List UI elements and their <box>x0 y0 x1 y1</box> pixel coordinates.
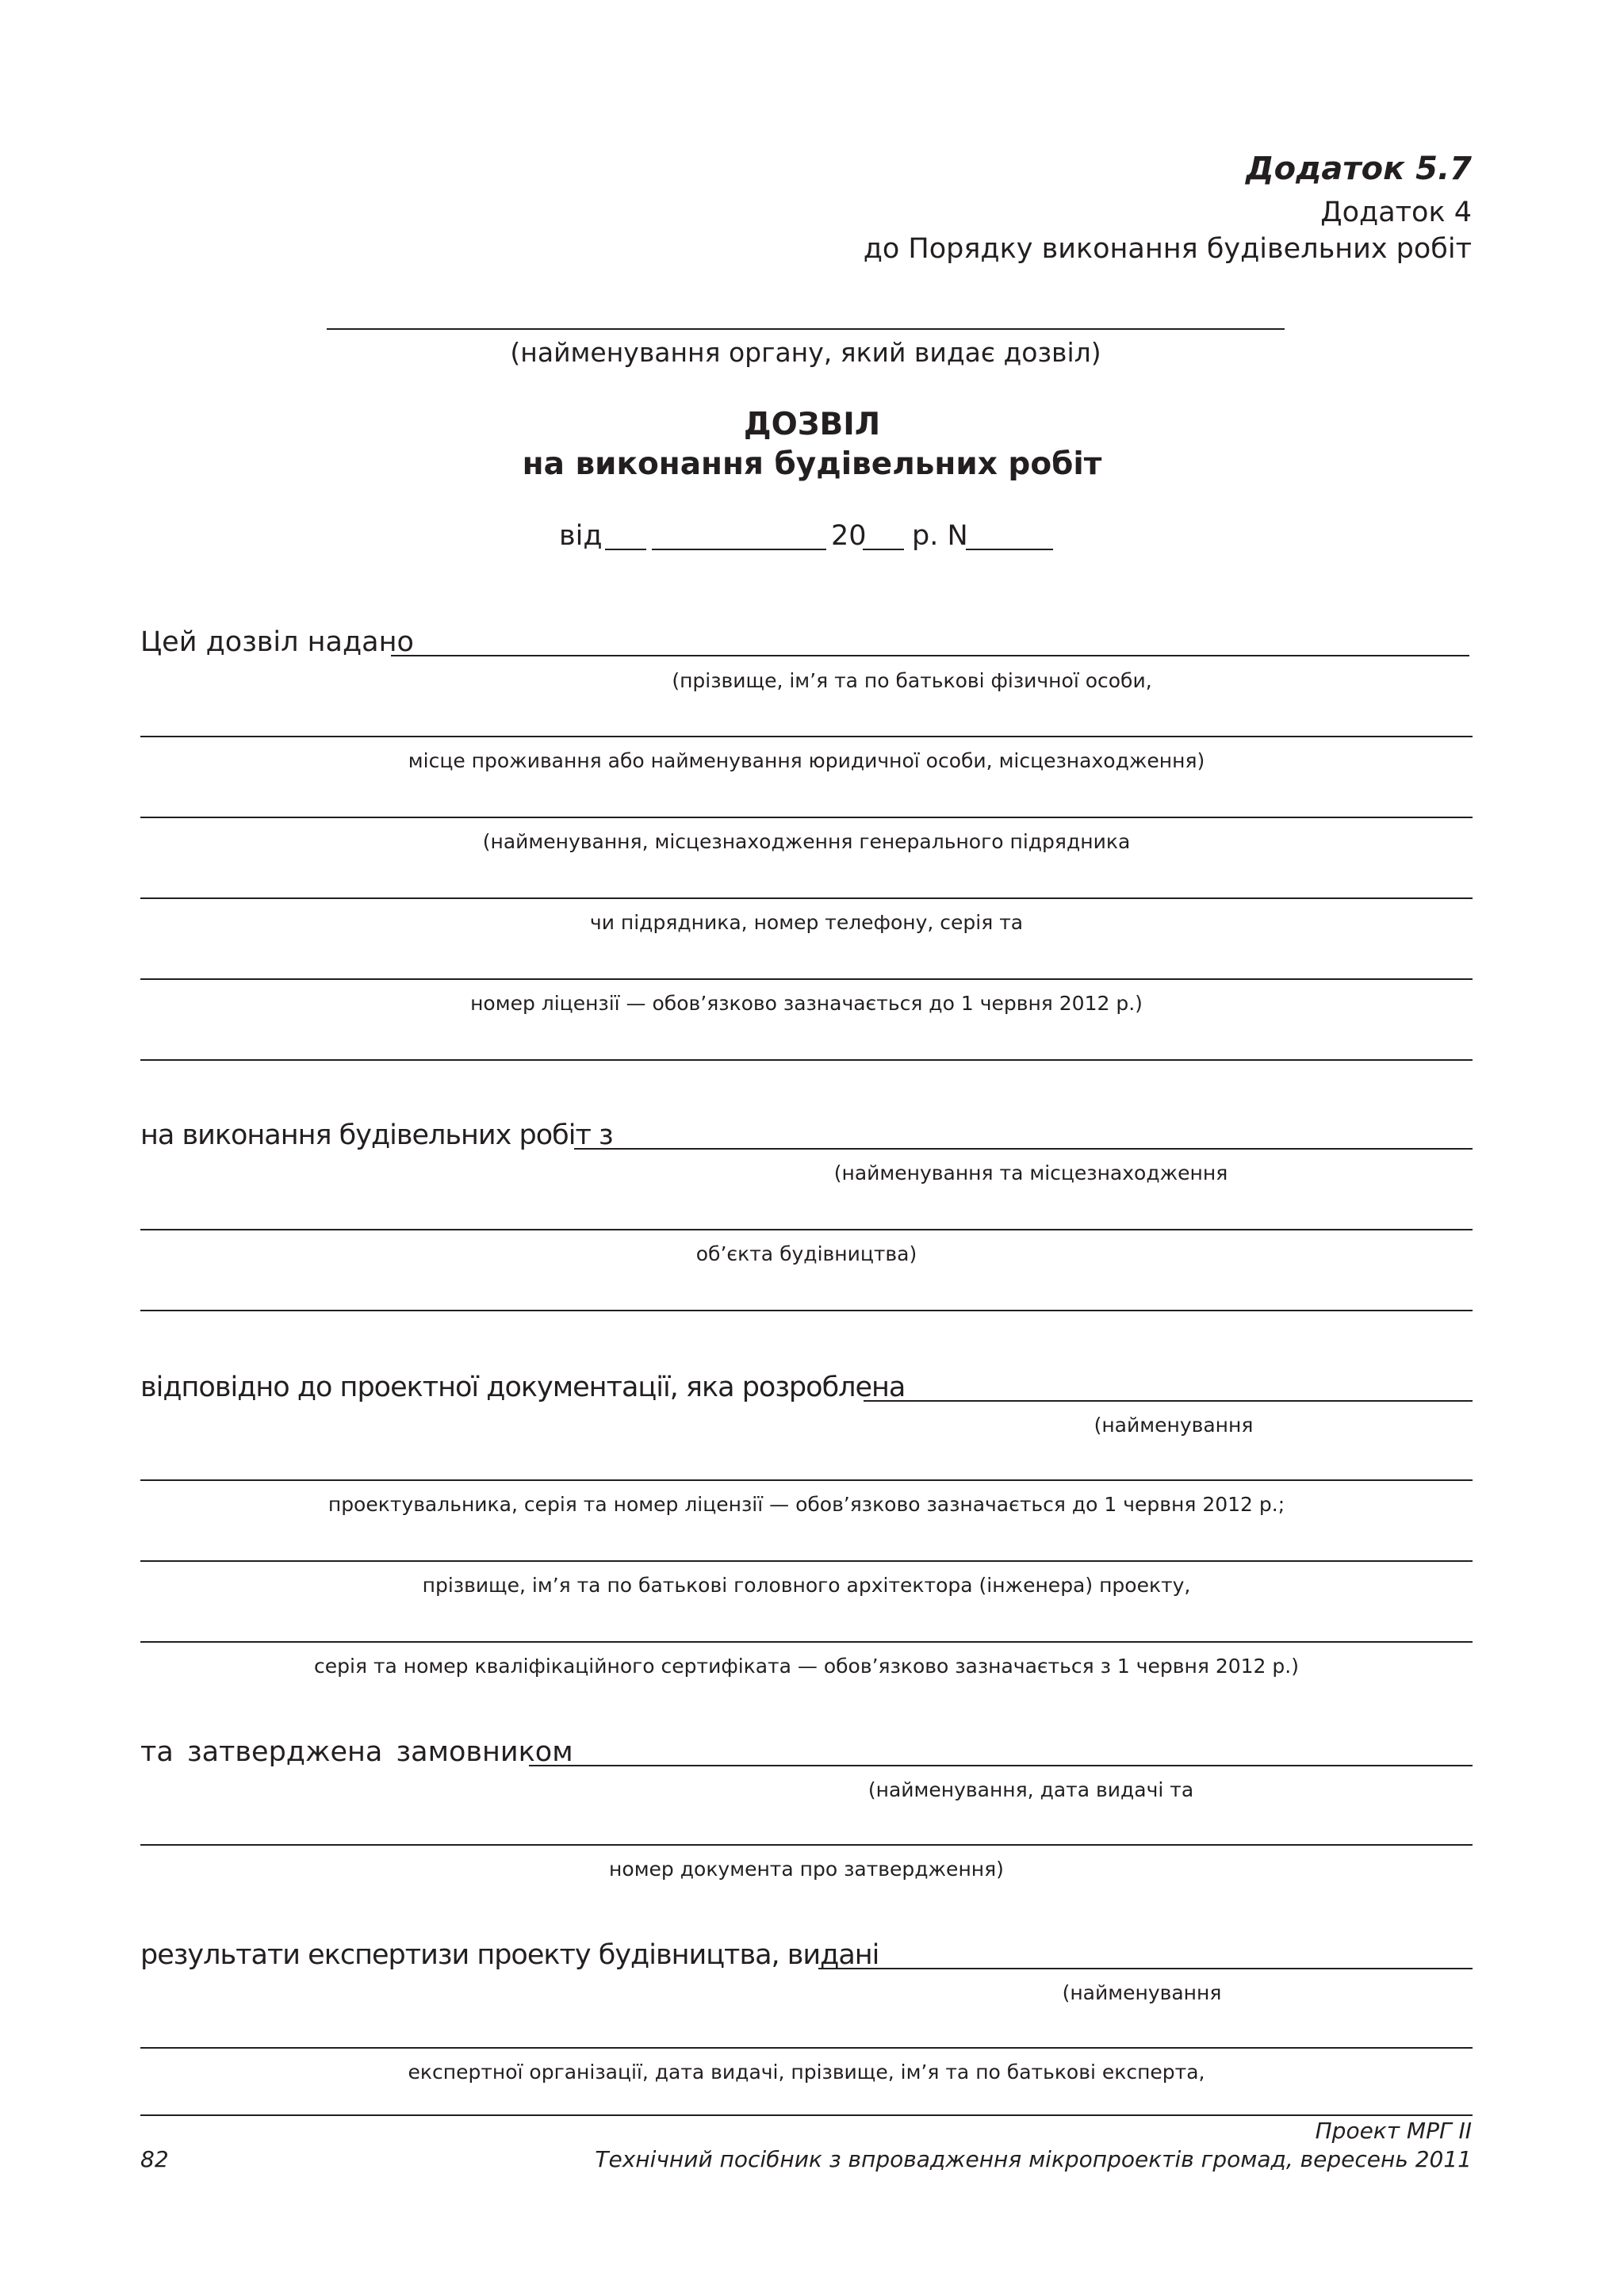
granted-caption-3: (найменування, місцезнаходження генерального підрядника <box>482 830 1131 853</box>
design-caption-2: проектувальника, серія та номер ліцензії — обов’язково зазначається до 1 червня 2012 р.; <box>327 1493 1285 1516</box>
granted-caption-4: чи підрядника, номер телефону, серія та <box>589 911 1024 934</box>
footer-rule <box>140 2114 1473 2116</box>
footer-project: Проект МРГ ІІ <box>1315 2118 1472 2144</box>
works-label: на виконання будівельних робіт з <box>140 1119 613 1151</box>
expertise-caption-1: (найменування <box>1062 1981 1222 2004</box>
approved-field-1[interactable] <box>529 1765 1473 1766</box>
document-subtitle: на виконання будівельних робіт <box>522 446 1102 482</box>
works-field-3[interactable] <box>140 1310 1473 1311</box>
granted-label: Цей дозвіл надано <box>140 626 414 658</box>
granted-field-4[interactable] <box>140 897 1473 899</box>
works-field-1[interactable] <box>574 1148 1473 1150</box>
day-blank[interactable] <box>605 549 646 550</box>
document-title: ДОЗВІЛ <box>743 407 881 442</box>
granted-field-6[interactable] <box>140 1059 1473 1061</box>
year-blank[interactable] <box>863 549 904 550</box>
works-field-2[interactable] <box>140 1229 1473 1230</box>
design-label: відповідно до проектної документації, яка розроблена <box>140 1372 906 1403</box>
footer-publication: Технічний посібник з впровадження мікропроектів громад, вересень 2011 <box>595 2146 1472 2172</box>
granted-caption-1: (прізвище, ім’я та по батькові фізичної особи, <box>672 669 1152 692</box>
granted-field-2[interactable] <box>140 736 1473 737</box>
page-number: 82 <box>140 2146 169 2172</box>
granted-caption-2: місце проживання або найменування юридичної особи, місцезнаходження) <box>408 749 1205 772</box>
appendix-title: Додаток 5.7 <box>1246 151 1472 187</box>
month-blank[interactable] <box>652 549 826 550</box>
expertise-caption-2: експертної організації, дата видачі, прізвище, ім’я та по батькові експерта, <box>408 2061 1205 2084</box>
granted-field-5[interactable] <box>140 978 1473 980</box>
design-caption-4: серія та номер кваліфікаційного сертифіката — обов’язково зазначається з 1 червня 2012 р.) <box>314 1655 1299 1678</box>
design-field-3[interactable] <box>140 1560 1473 1562</box>
approved-label: та затверджена замовником <box>140 1736 573 1768</box>
expertise-field-1[interactable] <box>818 1968 1473 1969</box>
number-blank[interactable] <box>966 549 1053 550</box>
issuer-caption: (найменування органу, який видає дозвіл) <box>510 337 1101 368</box>
granted-caption-5: номер ліцензії — обов’язково зазначається до 1 червня 2012 р.) <box>470 992 1143 1015</box>
design-field-4[interactable] <box>140 1641 1473 1643</box>
expertise-field-2[interactable] <box>140 2047 1473 2049</box>
design-caption-1: (найменування <box>1094 1414 1254 1437</box>
approved-caption-1: (найменування, дата видачі та <box>868 1778 1194 1801</box>
design-caption-3: прізвище, ім’я та по батькові головного архітектора (інженера) проекту, <box>422 1574 1191 1597</box>
appendix-reference: до Порядку виконання будівельних робіт <box>863 233 1472 265</box>
expertise-label: результати експертизи проекту будівництва, видані <box>140 1939 879 1971</box>
approved-field-2[interactable] <box>140 1844 1473 1846</box>
appendix-subtitle: Додаток 4 <box>1320 197 1472 228</box>
design-field-1[interactable] <box>864 1400 1473 1402</box>
granted-field-3[interactable] <box>140 817 1473 818</box>
date-prefix: від <box>559 520 603 552</box>
works-caption-2: об’єкта будівництва) <box>695 1242 917 1265</box>
works-caption-1: (найменування та місцезнаходження <box>833 1161 1228 1184</box>
design-field-2[interactable] <box>140 1479 1473 1481</box>
number-prefix: р. N <box>912 520 968 552</box>
granted-field-1[interactable] <box>391 655 1469 656</box>
year-prefix: 20 <box>831 520 867 552</box>
approved-caption-2: номер документа про затвердження) <box>609 1858 1004 1881</box>
issuer-line <box>327 328 1285 330</box>
